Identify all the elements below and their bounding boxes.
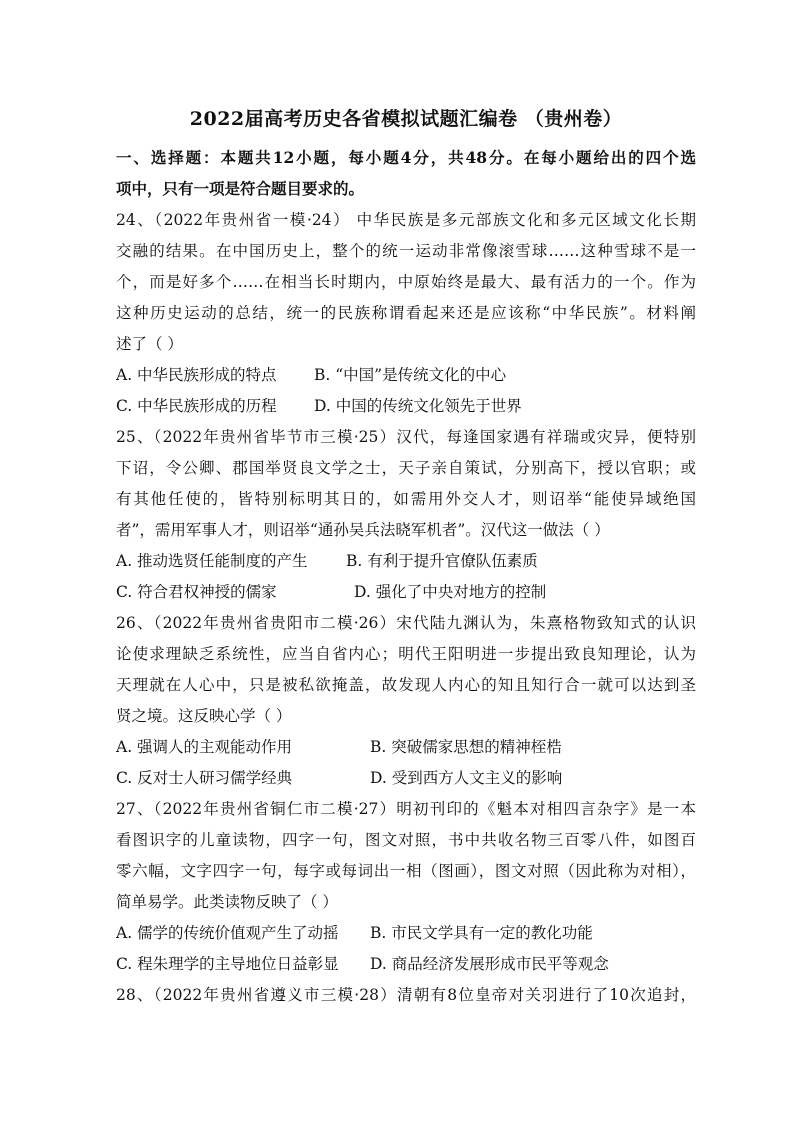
q24-option-d: D. 中国的传统文化领先于世界 <box>314 397 522 415</box>
q26-line-2: 论使求理缺乏系统性，应当自省内心；明代王阳明进一步提出致良知理论，认为 <box>116 645 696 663</box>
q25-option-a: A. 推动选贤任能制度的产生 <box>116 552 308 570</box>
q25-option-b: B. 有利于提升官僚队伍素质 <box>346 552 538 570</box>
q25-options-row-1 <box>116 551 696 571</box>
document-title: 2022届高考历史各省模拟试题汇编卷 （贵州卷） <box>189 108 623 130</box>
section-heading-line-1: 一、选择题：本题共12小题，每小题4分，共48分。在每小题给出的四个选 <box>116 148 696 167</box>
q24-line-3: 个，而是好多个……在相当长时期内，中原始终是最大、最有活力的一个。作为 <box>116 273 696 291</box>
q26-line-1: 26、（2022年贵州省贵阳市二模·26）宋代陆九渊认为，朱熹格物致知式的认识 <box>116 614 696 632</box>
q27-options-row-1 <box>116 923 696 943</box>
q27-line-3: 零六幅，文字四字一句，每字或每词出一相（图画），图文对照（因此称为对相）， <box>116 862 696 880</box>
q27-option-d: D. 商品经济发展形成市民平等观念 <box>370 955 609 973</box>
q27-option-c: C. 程朱理学的主导地位日益彰显 <box>116 955 339 973</box>
q26-line-3: 天理就在人心中，只是被私欲掩盖，故发现人内心的知且知行合一就可以达到圣 <box>116 676 696 694</box>
q27-line-4: 简单易学。此类读物反映了（ ） <box>116 893 338 911</box>
q28-line-1: 28、（2022年贵州省遵义市三模·28）清朝有8位皇帝对关羽进行了10次追封， <box>116 986 696 1004</box>
q25-option-c: C. 符合君权神授的儒家 <box>116 583 277 601</box>
q26-line-4: 贤之境。这反映心学（ ） <box>116 707 292 725</box>
q26-option-d: D. 受到西方人文主义的影响 <box>370 769 563 787</box>
q24-line-5: 述了（ ） <box>116 335 183 353</box>
q27-option-b: B. 市民文学具有一定的教化功能 <box>370 924 593 942</box>
q25-line-2: 下诏，令公卿、郡国举贤良文学之士，天子亲自策试，分别高下，授以官职；或 <box>116 459 696 477</box>
q24-option-c: C. 中华民族形成的历程 <box>116 397 277 415</box>
q26-options-row-1 <box>116 737 696 757</box>
q27-line-2: 看图识字的儿童读物，四字一句，图文对照，书中共收名物三百零八件，如图百 <box>116 831 696 849</box>
q25-line-4: 者”，需用军事人才，则诏举“通孙吴兵法晓军机者”。汉代这一做法（ ） <box>116 521 610 539</box>
q27-option-a: A. 儒学的传统价值观产生了动摇 <box>116 924 339 942</box>
section-heading-line-2: 项中，只有一项是符合题目要求的。 <box>116 179 365 198</box>
q24-option-a: A. 中华民族形成的特点 <box>116 366 277 384</box>
q26-option-b: B. 突破儒家思想的精神桎梏 <box>370 738 562 756</box>
q26-option-a: A. 强调人的主观能动作用 <box>116 738 293 756</box>
q25-line-1: 25、（2022年贵州省毕节市三模·25）汉代，每逢国家遇有祥瑞或灾异，便特别 <box>116 428 696 446</box>
q24-line-1: 24、（2022年贵州省一模·24） 中华民族是多元部族文化和多元区域文化长期 <box>116 211 696 229</box>
q27-options-row-2 <box>116 954 696 974</box>
q26-option-c: C. 反对士人研习儒学经典 <box>116 769 293 787</box>
q24-options-row-2 <box>116 396 696 416</box>
q24-line-2: 交融的结果。在中国历史上，整个的统一运动非常像滚雪球……这种雪球不是一 <box>116 242 696 260</box>
q27-line-1: 27、（2022年贵州省铜仁市二模·27）明初刊印的《魁本对相四言杂字》是一本 <box>116 800 696 818</box>
q24-option-b: B. “中国”是传统文化的中心 <box>314 366 507 384</box>
q25-options-row-2 <box>116 582 696 602</box>
q24-options-row-1 <box>116 365 696 385</box>
q25-option-d: D. 强化了中央对地方的控制 <box>354 583 547 601</box>
q26-options-row-2 <box>116 768 696 788</box>
q25-line-3: 有其他任使的，皆特别标明其日的，如需用外交人才，则诏举“能使异域绝国 <box>116 490 696 508</box>
q24-line-4: 这种历史运动的总结，统一的民族称谓看起来还是应该称“中华民族”。材料阐 <box>116 304 696 322</box>
